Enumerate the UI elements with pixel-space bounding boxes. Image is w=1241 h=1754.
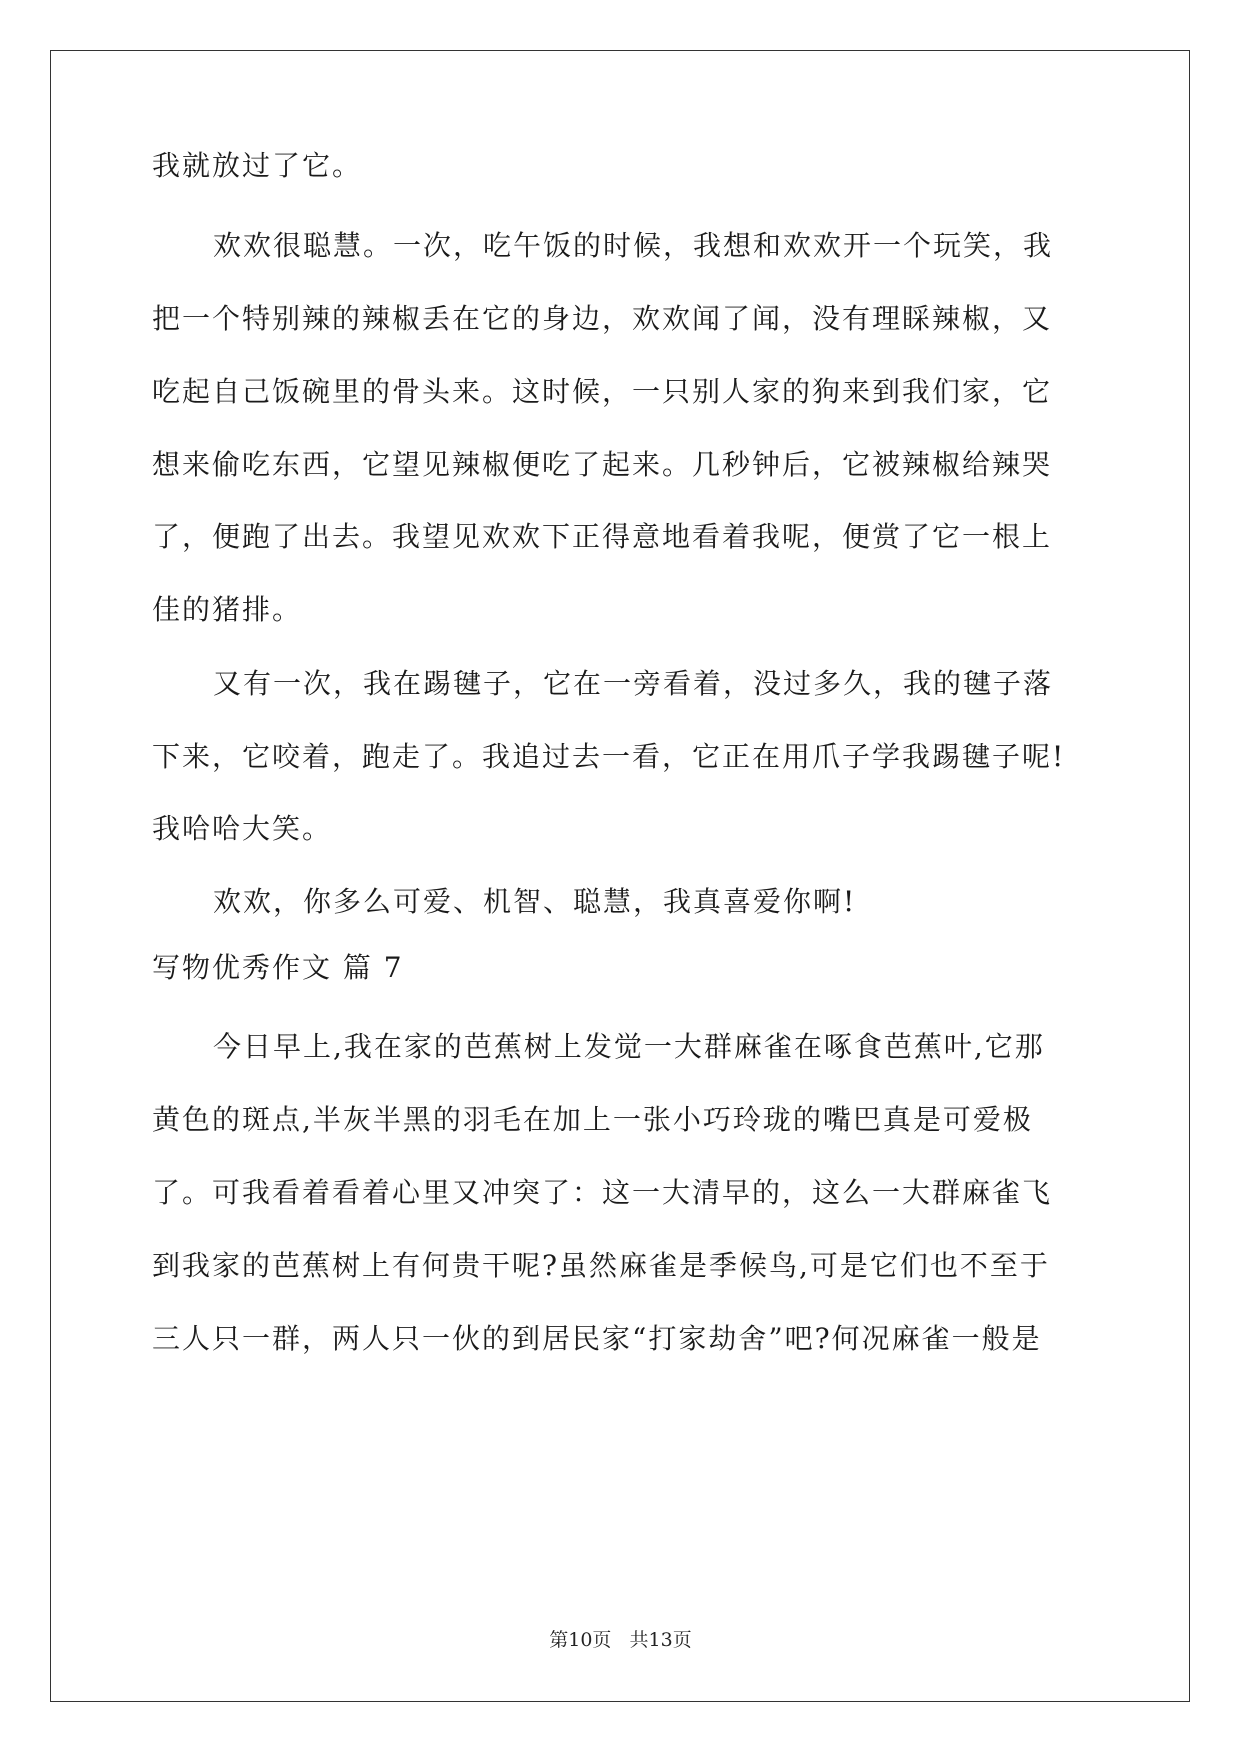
page-number: 第10页 共13页: [549, 1629, 692, 1651]
paragraph-first-line: 欢欢，你多么可爱、机智、聪慧，我真喜爱你啊!: [213, 885, 857, 918]
section-heading: 写物优秀作文 篇 7: [152, 951, 404, 984]
text-line: 想来偷吃东西，它望见辣椒便吃了起来。几秒钟后，它被辣椒给辣哭: [152, 448, 1053, 481]
text-line: 下来，它咬着，跑走了。我追过去一看，它正在用爪子学我踢毽子呢!: [152, 740, 1066, 773]
text-line: 黄色的斑点,半灰半黑的羽毛在加上一张小巧玲珑的嘴巴真是可爱极: [152, 1103, 1033, 1136]
text-line: 三人只一群，两人只一伙的到居民家“打家劫舍”吧?何况麻雀一般是: [152, 1322, 1042, 1355]
text-line: 了，便跑了出去。我望见欢欢下正得意地看着我呢，便赏了它一根上: [152, 520, 1053, 553]
text-line: 把一个特别辣的辣椒丢在它的身边，欢欢闻了闻，没有理睬辣椒，又: [152, 302, 1053, 335]
paragraph-first-line: 欢欢很聪慧。一次，吃午饭的时候，我想和欢欢开一个玩笑，我: [213, 229, 1054, 262]
text-line: 佳的猪排。: [152, 593, 303, 626]
text-line: 吃起自己饭碗里的骨头来。这时候，一只别人家的狗来到我们家，它: [152, 375, 1053, 408]
text-line: 我就放过了它。: [152, 149, 363, 182]
text-line: 我哈哈大笑。: [152, 812, 333, 845]
text-line: 到我家的芭蕉树上有何贵干呢?虽然麻雀是季候鸟,可是它们也不至于: [152, 1249, 1050, 1282]
paragraph-first-line: 又有一次，我在踢毽子，它在一旁看着，没过多久，我的毽子落: [213, 667, 1054, 700]
page-frame: [50, 50, 1190, 1702]
paragraph-first-line: 今日早上,我在家的芭蕉树上发觉一大群麻雀在啄食芭蕉叶,它那: [213, 1030, 1045, 1063]
text-line: 了。可我看着看着心里又冲突了：这一大清早的，这么一大群麻雀飞: [152, 1176, 1053, 1209]
